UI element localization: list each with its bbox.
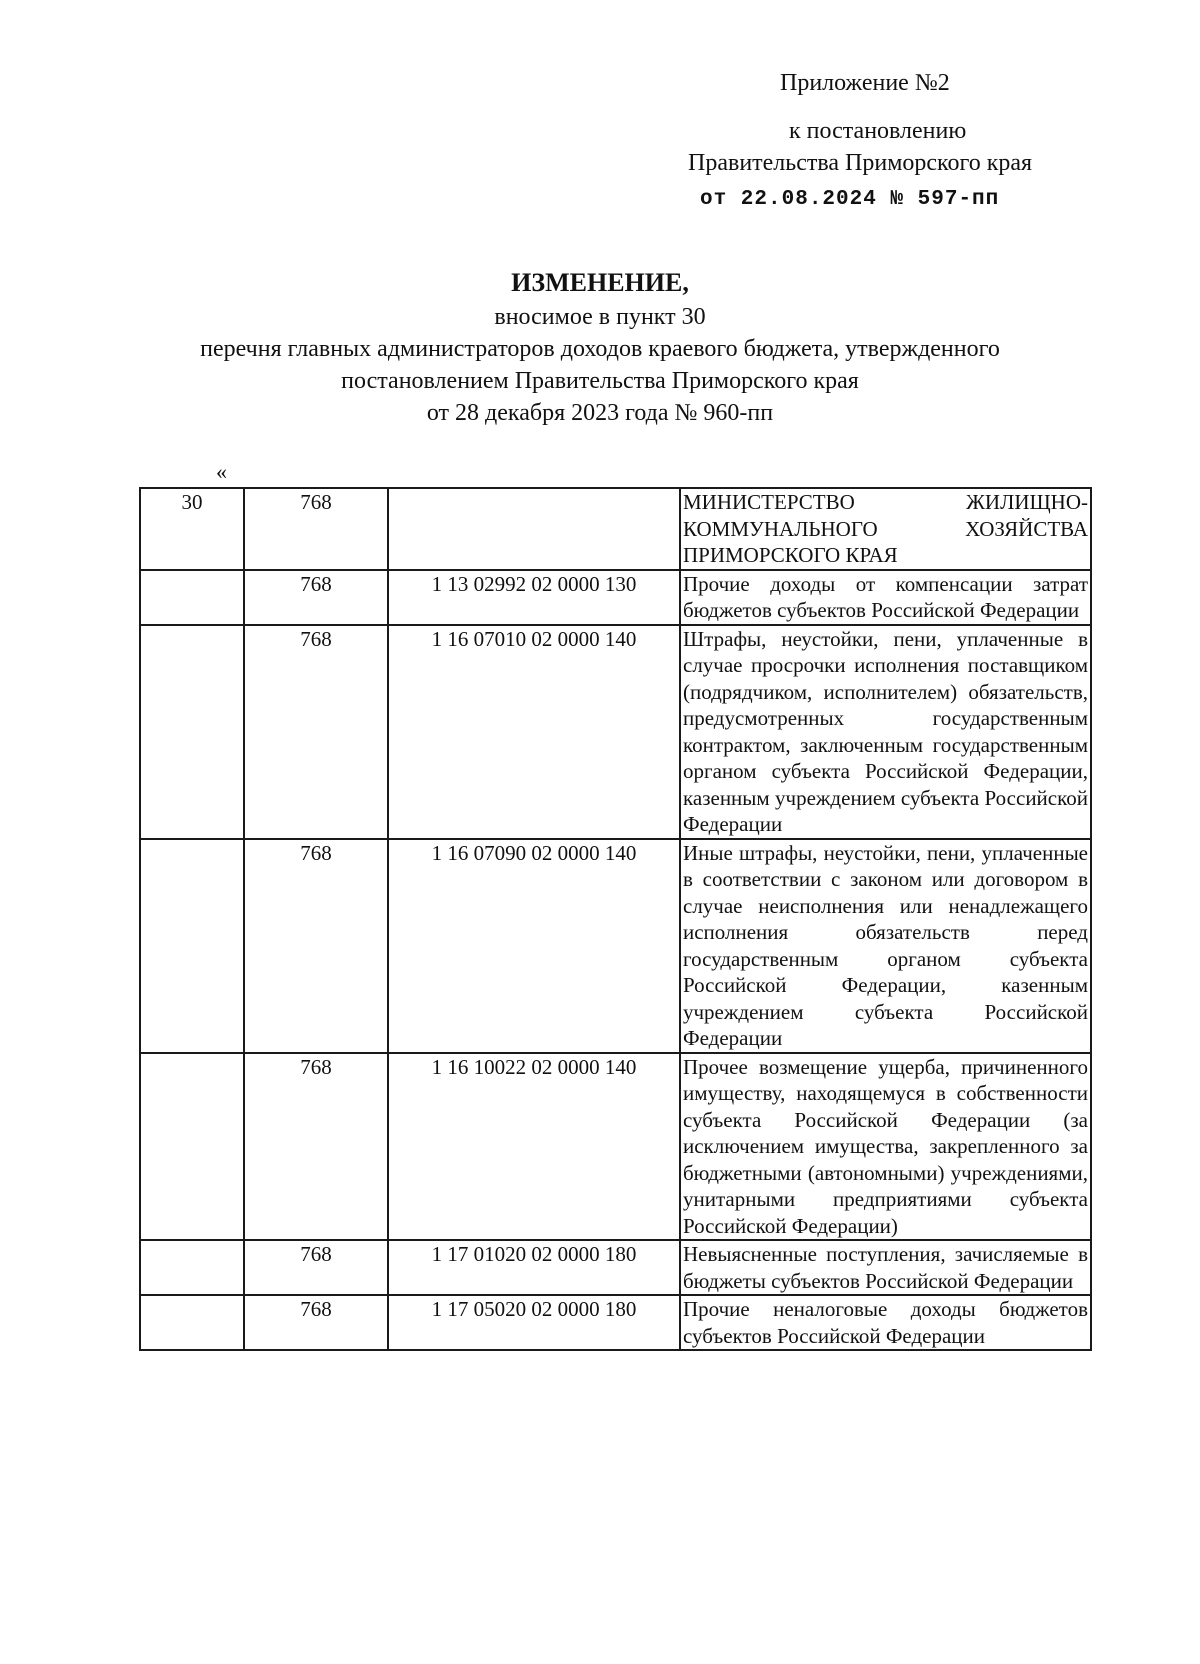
revenue-code-cell bbox=[388, 488, 680, 570]
header-government: Правительства Приморского края bbox=[688, 150, 1033, 176]
title-line-4: от 28 декабря 2023 года № 960-пп bbox=[426, 400, 774, 426]
admin-code-cell: 768 bbox=[244, 1053, 388, 1241]
revenue-code-cell: 1 13 02992 02 0000 130 bbox=[388, 570, 680, 625]
admin-code-cell: 768 bbox=[244, 570, 388, 625]
table-row bbox=[140, 1295, 1091, 1350]
revenue-name-cell: Невыясненные поступления, зачисляемые в бюджеты субъектов Российской Федерации bbox=[680, 1240, 1091, 1295]
title-line-2: перечня главных администраторов доходов краевого бюджета, утвержденного bbox=[200, 336, 1000, 362]
admin-code-cell: 768 bbox=[244, 488, 388, 570]
revenue-administrators-table bbox=[139, 487, 1092, 1351]
title-line-3: постановлением Правительства Приморского края bbox=[341, 368, 859, 394]
item-number-cell bbox=[140, 839, 244, 1053]
revenue-name-cell: Иные штрафы, неустойки, пени, уплаченные в соответствии с законом или договором в случае неисполнения или ненадлежащего исполнения обязательств перед государственным органом субъекта Российской Федерации, казенным учреждением субъекта Российской Федерации bbox=[680, 839, 1091, 1053]
item-number-cell bbox=[140, 625, 244, 839]
revenue-code-cell: 1 17 01020 02 0000 180 bbox=[388, 1240, 680, 1295]
table-row bbox=[140, 839, 1091, 1053]
revenue-name-cell: Штрафы, неустойки, пени, уплаченные в случае просрочки исполнения поставщиком (подрядчиком, исполнителем) обязательств, предусмотренных государственным контрактом, заключенным государственным органом субъекта Российской Федерации, казенным учреждением субъекта Российской Федерации bbox=[680, 625, 1091, 839]
table-row bbox=[140, 1240, 1091, 1295]
item-number-cell bbox=[140, 570, 244, 625]
item-number-cell bbox=[140, 1053, 244, 1241]
title-line-1: вносимое в пункт 30 bbox=[494, 304, 706, 330]
table-row bbox=[140, 488, 1091, 570]
admin-code-cell: 768 bbox=[244, 1240, 388, 1295]
header-resolution-ref: от 22.08.2024 № 597-пп bbox=[700, 188, 1000, 211]
admin-code-cell: 768 bbox=[244, 839, 388, 1053]
item-number-cell bbox=[140, 1295, 244, 1350]
table-row bbox=[140, 1053, 1091, 1241]
header-appendix: Приложение №2 bbox=[780, 70, 950, 96]
header-to-resolution: к постановлению bbox=[789, 118, 967, 144]
admin-code-cell: 768 bbox=[244, 1295, 388, 1350]
revenue-name-cell: Прочие доходы от компенсации затрат бюджетов субъектов Российской Федерации bbox=[680, 570, 1091, 625]
opening-quote-mark: « bbox=[216, 459, 227, 484]
revenue-name-cell: Прочие неналоговые доходы бюджетов субъектов Российской Федерации bbox=[680, 1295, 1091, 1350]
title-block bbox=[0, 265, 1200, 429]
item-number-cell bbox=[140, 1240, 244, 1295]
document-title: ИЗМЕНЕНИЕ, bbox=[511, 268, 689, 297]
revenue-name-cell: Прочее возмещение ущерба, причиненного имуществу, находящемуся в собственности субъекта Российской Федерации (за исключением имущества, закрепленного за бюджетными (автономными) учреждениями, унитарными предприятиями субъекта Российской Федерации) bbox=[680, 1053, 1091, 1241]
admin-code-cell: 768 bbox=[244, 625, 388, 839]
revenue-code-cell: 1 16 07010 02 0000 140 bbox=[388, 625, 680, 839]
revenue-code-cell: 1 16 10022 02 0000 140 bbox=[388, 1053, 680, 1241]
revenue-code-cell: 1 17 05020 02 0000 180 bbox=[388, 1295, 680, 1350]
revenue-name-cell: МИНИСТЕРСТВО ЖИЛИЩНО-КОММУНАЛЬНОГО ХОЗЯЙСТВА ПРИМОРСКОГО КРАЯ bbox=[680, 488, 1091, 570]
table-row bbox=[140, 570, 1091, 625]
table-row bbox=[140, 625, 1091, 839]
item-number-cell: 30 bbox=[140, 488, 244, 570]
revenue-code-cell: 1 16 07090 02 0000 140 bbox=[388, 839, 680, 1053]
